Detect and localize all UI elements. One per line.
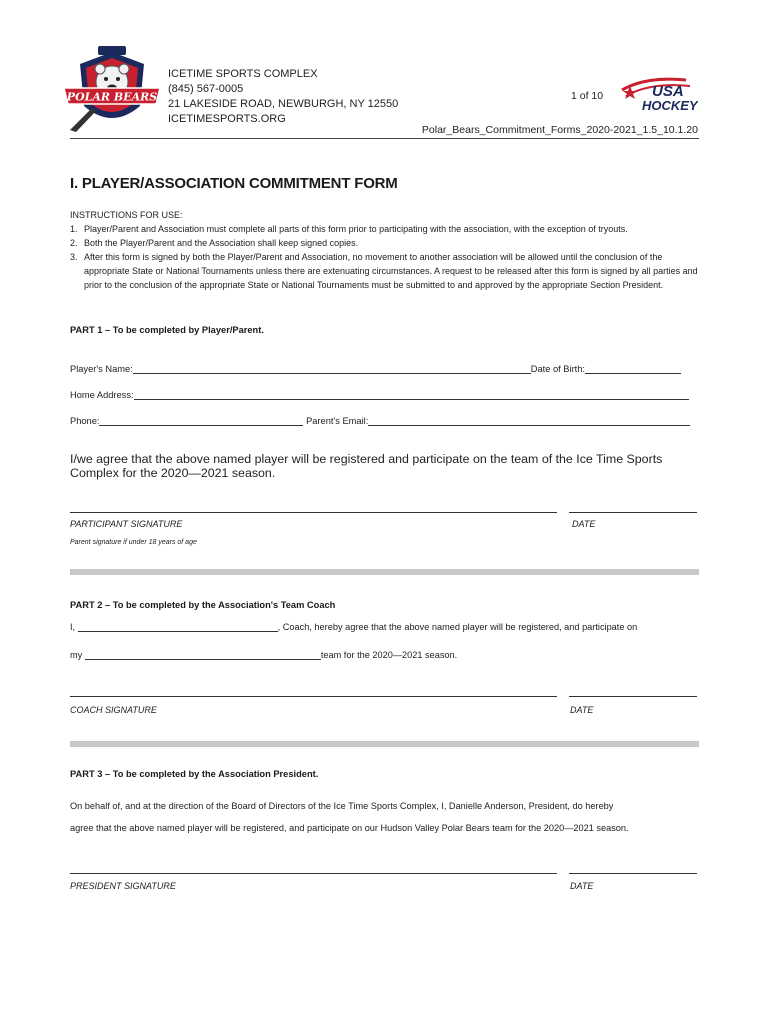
part1-agreement: I/we agree that the above named player will be registered and participate on the team of the Ice Time Sports Complex for the 2020—2021 season. xyxy=(70,452,663,480)
instruction-text: Player/Parent and Association must complete all parts of this form prior to participating with the association, with the exception of tryouts. xyxy=(84,224,628,234)
instruction-text: Both the Player/Parent and the Association shall keep signed copies. xyxy=(84,238,359,248)
instruction-number: 1. xyxy=(70,224,78,234)
usa-logo-text-bottom: HOCKEY xyxy=(642,98,698,113)
polar-bears-logo xyxy=(62,44,162,134)
usa-logo-text-top: USA xyxy=(652,83,684,100)
participant-signature-label: PARTICIPANT SIGNATURE xyxy=(70,519,183,529)
phone-label: Phone: xyxy=(70,416,100,426)
part3-heading: PART 3 – To be completed by the Association President. xyxy=(70,769,319,779)
coach-line-2 xyxy=(70,650,457,660)
president-date-line[interactable] xyxy=(569,873,697,874)
parent-email-field[interactable] xyxy=(368,416,690,426)
coach-line-2-prefix: my xyxy=(70,650,83,660)
instruction-item xyxy=(70,236,702,250)
president-statement-line-1: On behalf of, and at the direction of the Board of Directors of the Ice Time Sports Complex, I, Danielle Anderson, President, do hereby xyxy=(70,801,614,811)
players-name-label: Player's Name: xyxy=(70,364,133,374)
participant-date-line[interactable] xyxy=(569,512,697,513)
coach-line-1 xyxy=(70,622,637,632)
president-signature-label: PRESIDENT SIGNATURE xyxy=(70,881,176,891)
header-divider xyxy=(70,138,699,139)
home-address-label: Home Address: xyxy=(70,390,134,400)
coach-line-1-prefix: I, xyxy=(70,622,76,632)
president-date-label: DATE xyxy=(570,881,594,891)
instruction-number: 3. xyxy=(70,252,78,262)
coach-date-label: DATE xyxy=(570,705,594,715)
coach-name-field[interactable] xyxy=(78,622,278,632)
coach-line-2-suffix: team for the 2020—2021 season. xyxy=(320,650,458,660)
org-street: 21 LAKESIDE ROAD, NEWBURGH, NY 12550 xyxy=(168,98,399,110)
org-website: ICETIMESPORTS.ORG xyxy=(168,113,286,125)
parent-signature-note: Parent signature if under 18 years of age xyxy=(70,539,197,546)
team-name-field[interactable] xyxy=(85,650,321,660)
phone-email-row xyxy=(70,416,690,426)
coach-signature-label: COACH SIGNATURE xyxy=(70,705,157,715)
org-phone: (845) 567-0005 xyxy=(168,83,244,95)
form-title: I. PLAYER/ASSOCIATION COMMITMENT FORM xyxy=(70,175,398,192)
parent-email-label: Parent's Email: xyxy=(306,416,369,426)
org-name: ICETIME SPORTS COMPLEX xyxy=(168,68,318,80)
dob-field[interactable] xyxy=(585,364,681,374)
instruction-item xyxy=(70,250,702,292)
participant-date-label: DATE xyxy=(572,519,596,529)
phone-field[interactable] xyxy=(99,416,303,426)
home-address-row xyxy=(70,390,689,400)
section-divider xyxy=(70,741,699,747)
instruction-item xyxy=(70,222,702,236)
instructions xyxy=(70,208,702,292)
coach-signature-line[interactable] xyxy=(70,696,557,697)
usa-hockey-logo xyxy=(616,74,698,114)
document-filename: Polar_Bears_Commitment_Forms_2020-2021_1.5_10.1.20 xyxy=(421,124,698,136)
instructions-heading: INSTRUCTIONS FOR USE: xyxy=(70,210,183,220)
players-name-field[interactable] xyxy=(133,364,531,374)
president-signature-line[interactable] xyxy=(70,873,557,874)
president-statement-line-2: agree that the above named player will be registered, and participate on our Hudson Valley Polar Bears team for the 2020—2021 season. xyxy=(70,823,629,833)
players-name-row xyxy=(70,364,681,374)
part1-heading: PART 1 – To be completed by Player/Parent. xyxy=(70,325,264,335)
instruction-number: 2. xyxy=(70,238,78,248)
home-address-field[interactable] xyxy=(134,390,689,400)
participant-signature-line[interactable] xyxy=(70,512,557,513)
coach-line-1-suffix: , Coach, hereby agree that the above named player will be registered, and participate on xyxy=(277,622,638,632)
organization-address xyxy=(168,67,398,127)
logo-wordmark: POLAR BEARS xyxy=(66,90,158,104)
coach-date-line[interactable] xyxy=(569,696,697,697)
section-divider xyxy=(70,569,699,575)
part2-heading: PART 2 – To be completed by the Association's Team Coach xyxy=(70,600,336,610)
page-indicator: 1 of 10 xyxy=(571,90,604,102)
instruction-text: After this form is signed by both the Player/Parent and Association, no movement to another association will be allowed until the conclusion of the appropriate State or National Tournaments unless there are extenuating circumstances. A request to be released after this form is signed by all parties and prior to the conclusion of the appropriate State or National Tournaments must be submitted to and approved by the appropriate Section President. xyxy=(84,252,698,290)
dob-label: Date of Birth: xyxy=(530,364,586,374)
